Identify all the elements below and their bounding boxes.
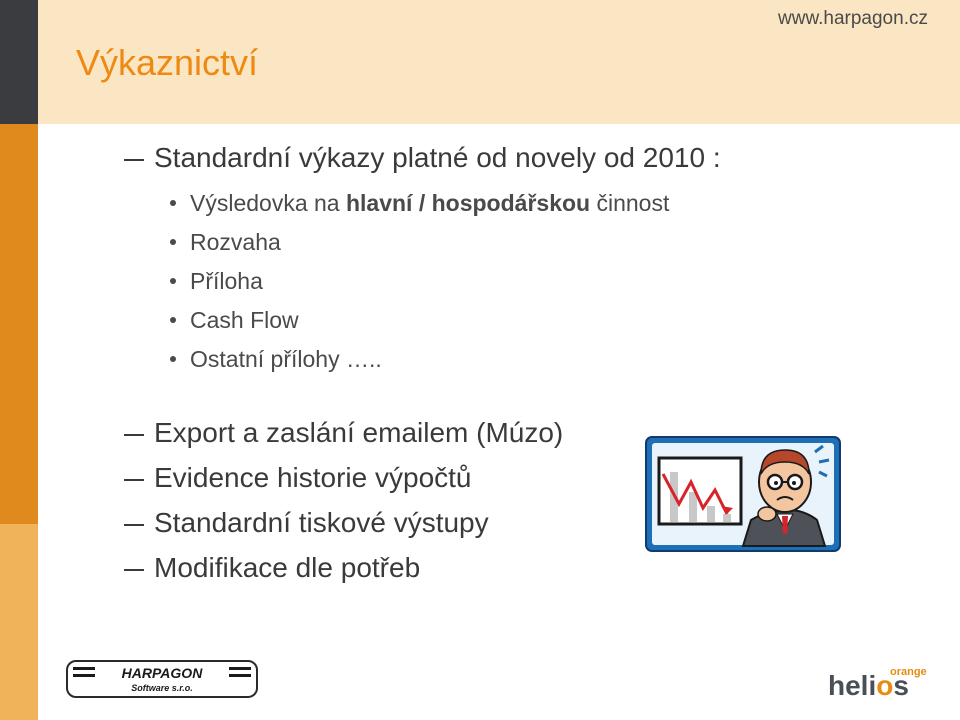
bullet-item — [170, 268, 263, 295]
bullet-item — [170, 229, 281, 256]
dash-marker — [124, 569, 144, 571]
bullet-dot — [170, 278, 176, 284]
helios-orange-logo — [828, 666, 928, 706]
bullet-item — [170, 307, 299, 334]
list-item-text: Evidence historie výpočtů — [154, 462, 472, 493]
list-item-text: Export a zaslání emailem (Múzo) — [154, 417, 564, 448]
section-heading-text: Standardní výkazy platné od novely od 2010 : — [154, 142, 721, 173]
bullet-dot — [170, 317, 176, 323]
website-url: www.harpagon.cz — [778, 8, 928, 29]
dash-marker — [124, 524, 144, 526]
bullet-item — [170, 346, 382, 373]
left-decorative-strip — [0, 0, 38, 720]
section-heading — [124, 142, 721, 174]
helios-logo-word — [828, 670, 909, 702]
dash-marker — [124, 479, 144, 481]
worried-businessman-chart-illustration — [643, 434, 843, 554]
helios-logo-part: s — [893, 670, 909, 701]
bullet-dot — [170, 356, 176, 362]
dash-marker — [124, 434, 144, 436]
bullet-text: Příloha — [190, 268, 263, 294]
list-item-text: Standardní tiskové výstupy — [154, 507, 489, 538]
slide-title: Výkaznictví — [76, 42, 259, 83]
harpagon-logo-text: HARPAGON — [121, 665, 203, 681]
bullet-text-prefix: Výsledovka na — [190, 190, 346, 216]
helios-logo-tag: orange — [890, 666, 927, 678]
bullet-text-bold: hlavní / hospodářskou — [345, 190, 591, 216]
list-item — [124, 462, 472, 494]
list-item-text: Modifikace dle potřeb — [154, 552, 421, 583]
strip-orange-segment — [0, 124, 38, 524]
list-item — [124, 552, 420, 584]
bullet-dot — [170, 239, 176, 245]
bullet-text-suffix: činnost — [590, 190, 670, 216]
bullet-text: Ostatní přílohy ….. — [190, 346, 382, 372]
harpagon-logo — [66, 660, 258, 698]
list-item — [124, 507, 489, 539]
list-item — [124, 417, 563, 449]
strip-dark-segment — [0, 0, 38, 124]
bullet-text: Rozvaha — [190, 229, 281, 255]
strip-light-orange-segment — [0, 524, 38, 720]
bullet-dot — [170, 200, 176, 206]
helios-logo-o: o — [876, 670, 894, 701]
helios-logo-part: heli — [828, 670, 877, 701]
bullet-item — [170, 190, 669, 217]
bullet-text: Cash Flow — [190, 307, 299, 333]
harpagon-logo-subtext: Software s.r.o. — [131, 683, 193, 693]
dash-marker — [124, 159, 144, 161]
